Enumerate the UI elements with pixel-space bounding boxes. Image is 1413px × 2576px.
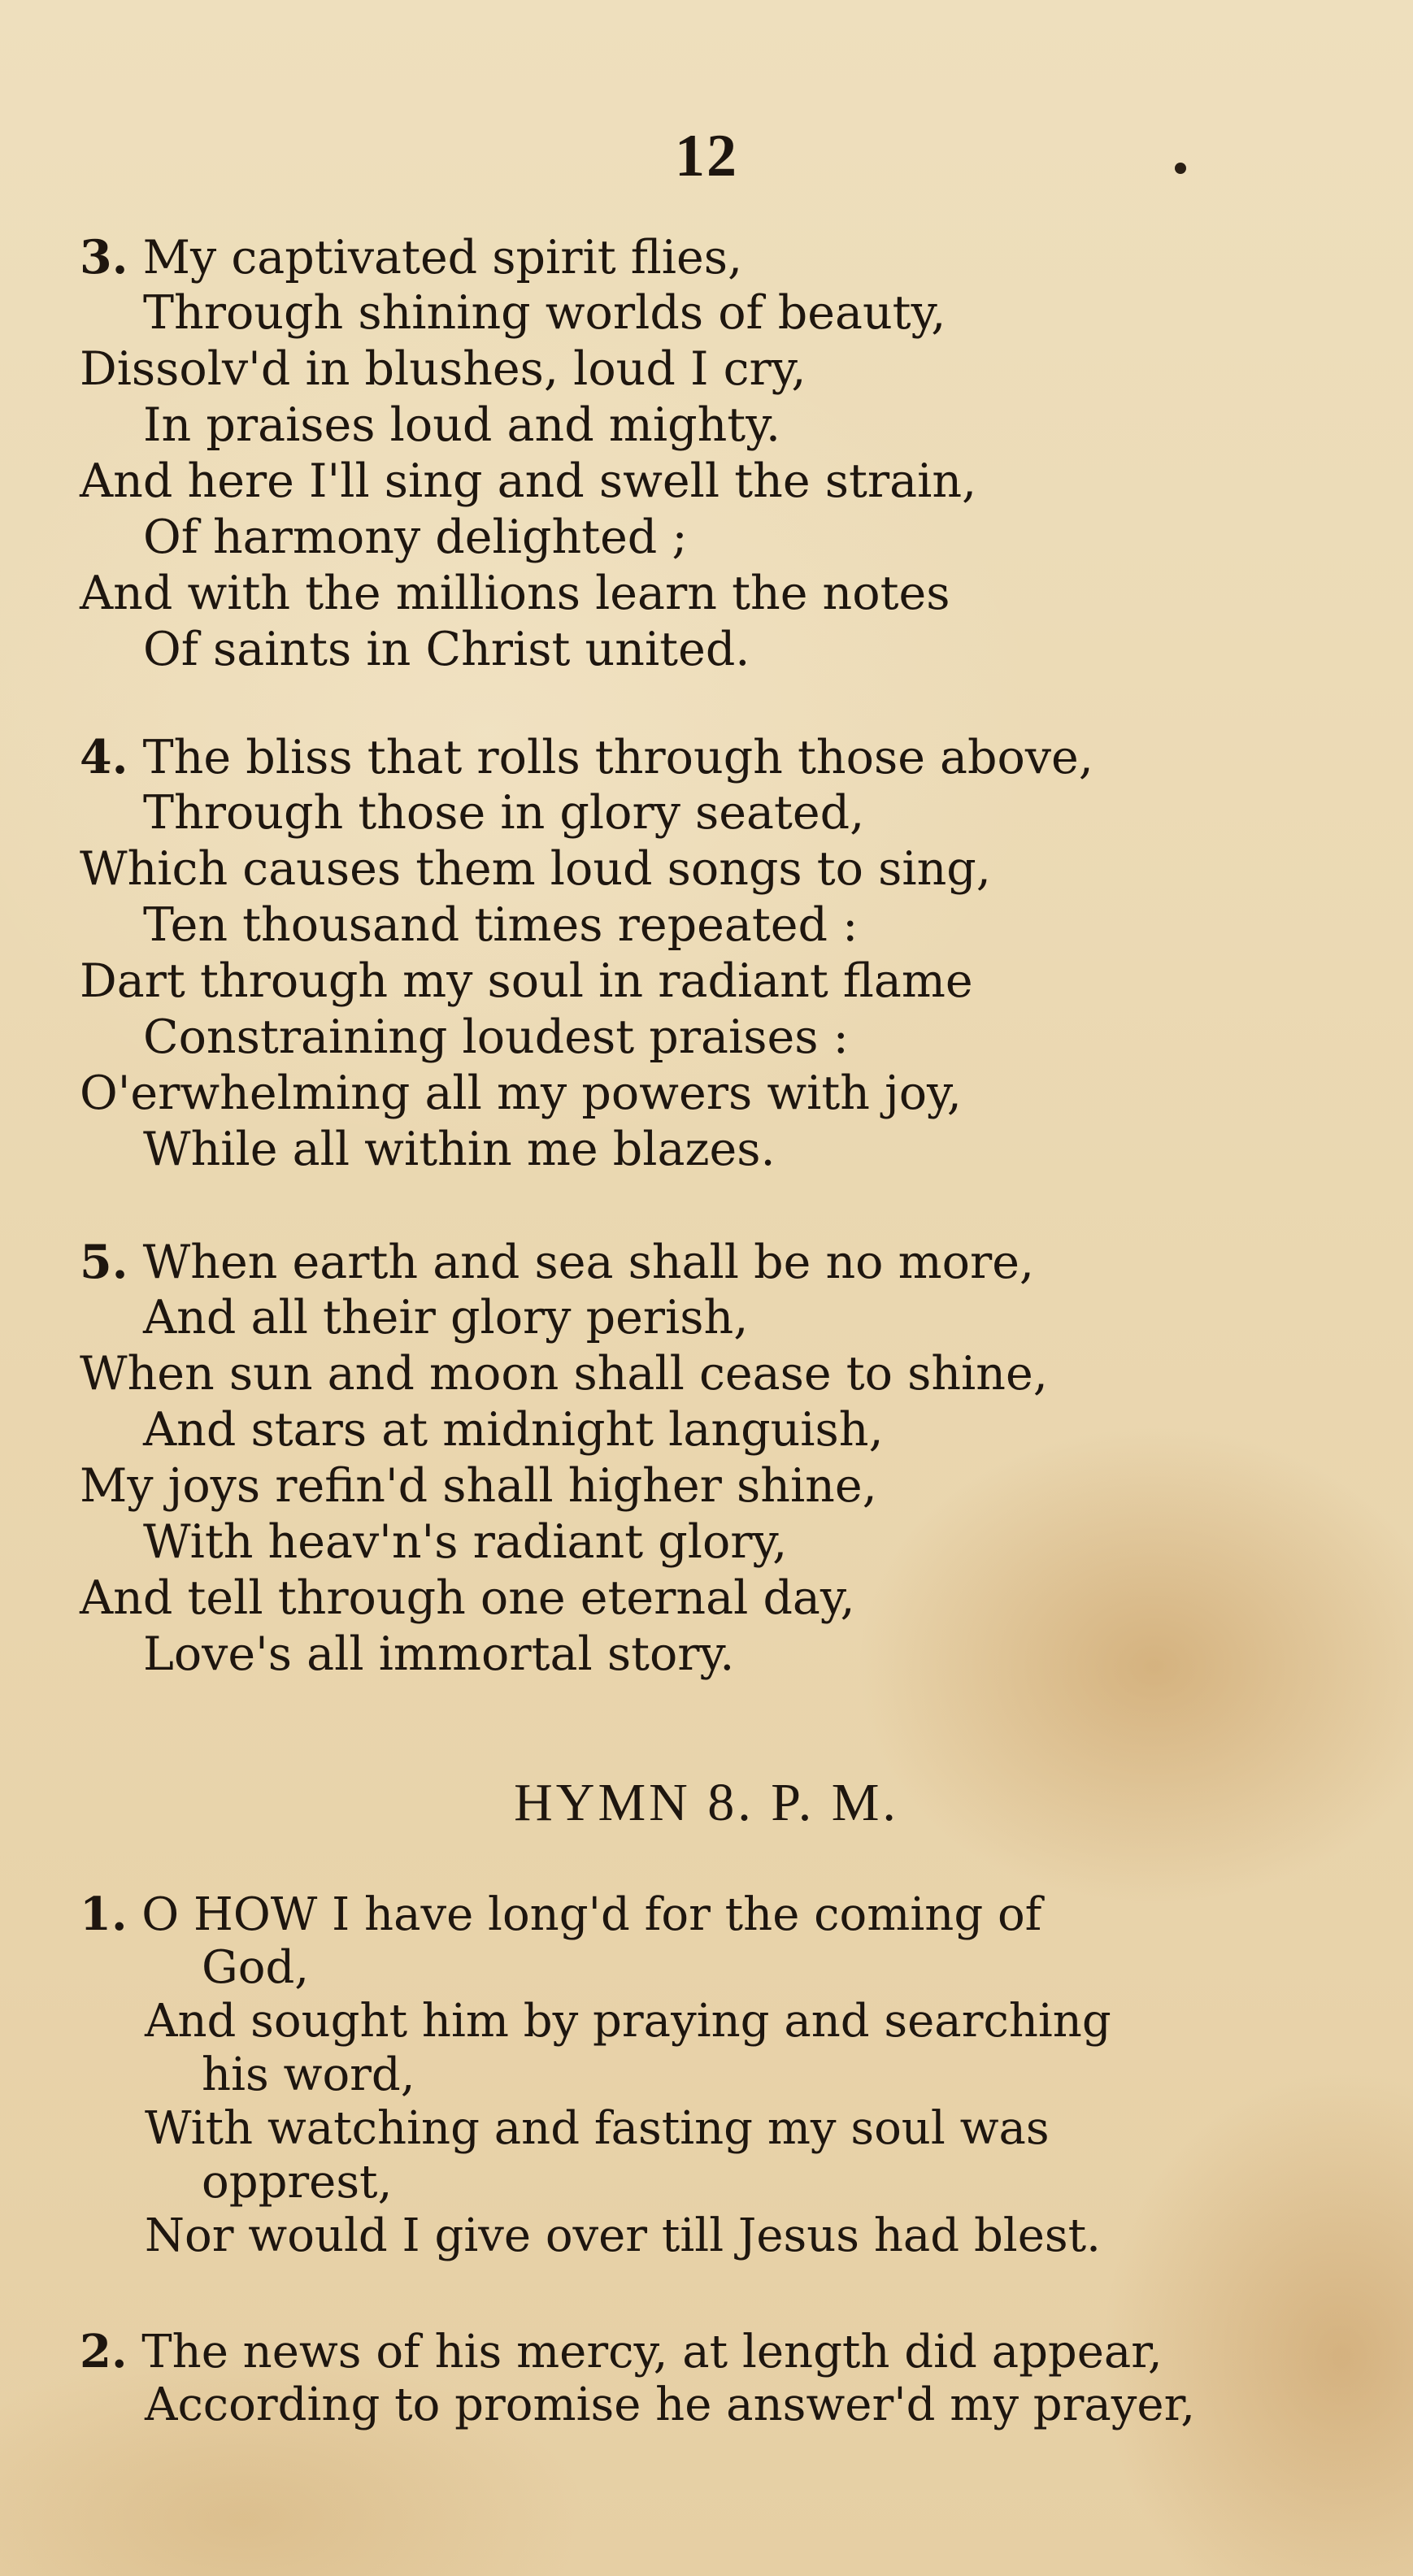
verse-line: While all within me blazes. <box>143 1123 776 1176</box>
verse-line: And with the millions learn the notes <box>80 567 950 620</box>
stanza-3 <box>80 229 1348 678</box>
hymn8-stanza-1 <box>80 1887 1348 2263</box>
verse-line: O'erwhelming all my powers with joy, <box>80 1066 962 1120</box>
verse-line: Dissolv'd in blushes, loud I cry, <box>80 342 806 396</box>
verse-line: With heav'n's radiant glory, <box>143 1515 788 1569</box>
verse-line: 3. My captivated spirit flies, <box>80 230 743 285</box>
verse-line: Through those in glory seated, <box>143 786 865 840</box>
verse-line: Through shining worlds of beauty, <box>143 286 946 340</box>
verse-line: In praises loud and mighty. <box>143 398 780 452</box>
verse-line: And sought him by praying and searching <box>145 1995 1111 2048</box>
verse-line: Ten thousand times repeated : <box>143 898 859 952</box>
verse-line: Of harmony delighted ; <box>143 510 688 564</box>
verse-line: God, <box>202 1941 310 1994</box>
verse-line: And stars at midnight languish, <box>143 1403 884 1457</box>
verse-line: 2. The news of his mercy, at length did appear, <box>80 2325 1163 2378</box>
verse-line: According to promise he answer'd my prayer, <box>145 2378 1195 2431</box>
verse-line: Of saints in Christ united. <box>143 623 750 676</box>
verse-line: 5. When earth and sea shall be no more, <box>80 1235 1035 1289</box>
hymn8-stanza-2 <box>80 2325 1348 2432</box>
verse-line: My joys refin'd shall higher shine, <box>80 1459 877 1513</box>
stanza-5 <box>80 1234 1348 1683</box>
hymn-heading: HYMN 8. P. M. <box>514 1773 899 1832</box>
verse-line: Love's all immortal story. <box>143 1627 735 1681</box>
verse-line: With watching and fasting my soul was <box>145 2102 1050 2155</box>
stanza-number: 1. <box>80 1887 128 1941</box>
verse-line: And all their glory perish, <box>143 1291 749 1344</box>
verse-line: Which causes them loud songs to sing, <box>80 842 991 896</box>
verse-line: Nor would I give over till Jesus had blest. <box>145 2209 1101 2262</box>
verse-line: opprest, <box>202 2156 393 2209</box>
verse-line: And tell through one eternal day, <box>80 1571 855 1625</box>
stanza-number: 2. <box>80 2325 128 2378</box>
verse-line: Constraining loudest praises : <box>143 1010 849 1064</box>
verse-line: his word, <box>202 2048 415 2101</box>
stanza-number: 5. <box>80 1235 128 1289</box>
verse-line: 4. The bliss that rolls through those above, <box>80 730 1093 784</box>
verse-line: And here I'll sing and swell the strain, <box>80 454 977 508</box>
ink-dot <box>1175 163 1186 174</box>
page-number: 12 <box>675 123 738 189</box>
stanza-4 <box>80 729 1348 1178</box>
stanza-number: 4. <box>80 730 128 784</box>
verse-line: 1. O HOW I have long'd for the coming of <box>80 1887 1042 1941</box>
stanza-number: 3. <box>80 230 128 285</box>
verse-line: Dart through my soul in radiant flame <box>80 954 973 1008</box>
verse-line: When sun and moon shall cease to shine, <box>80 1347 1048 1401</box>
